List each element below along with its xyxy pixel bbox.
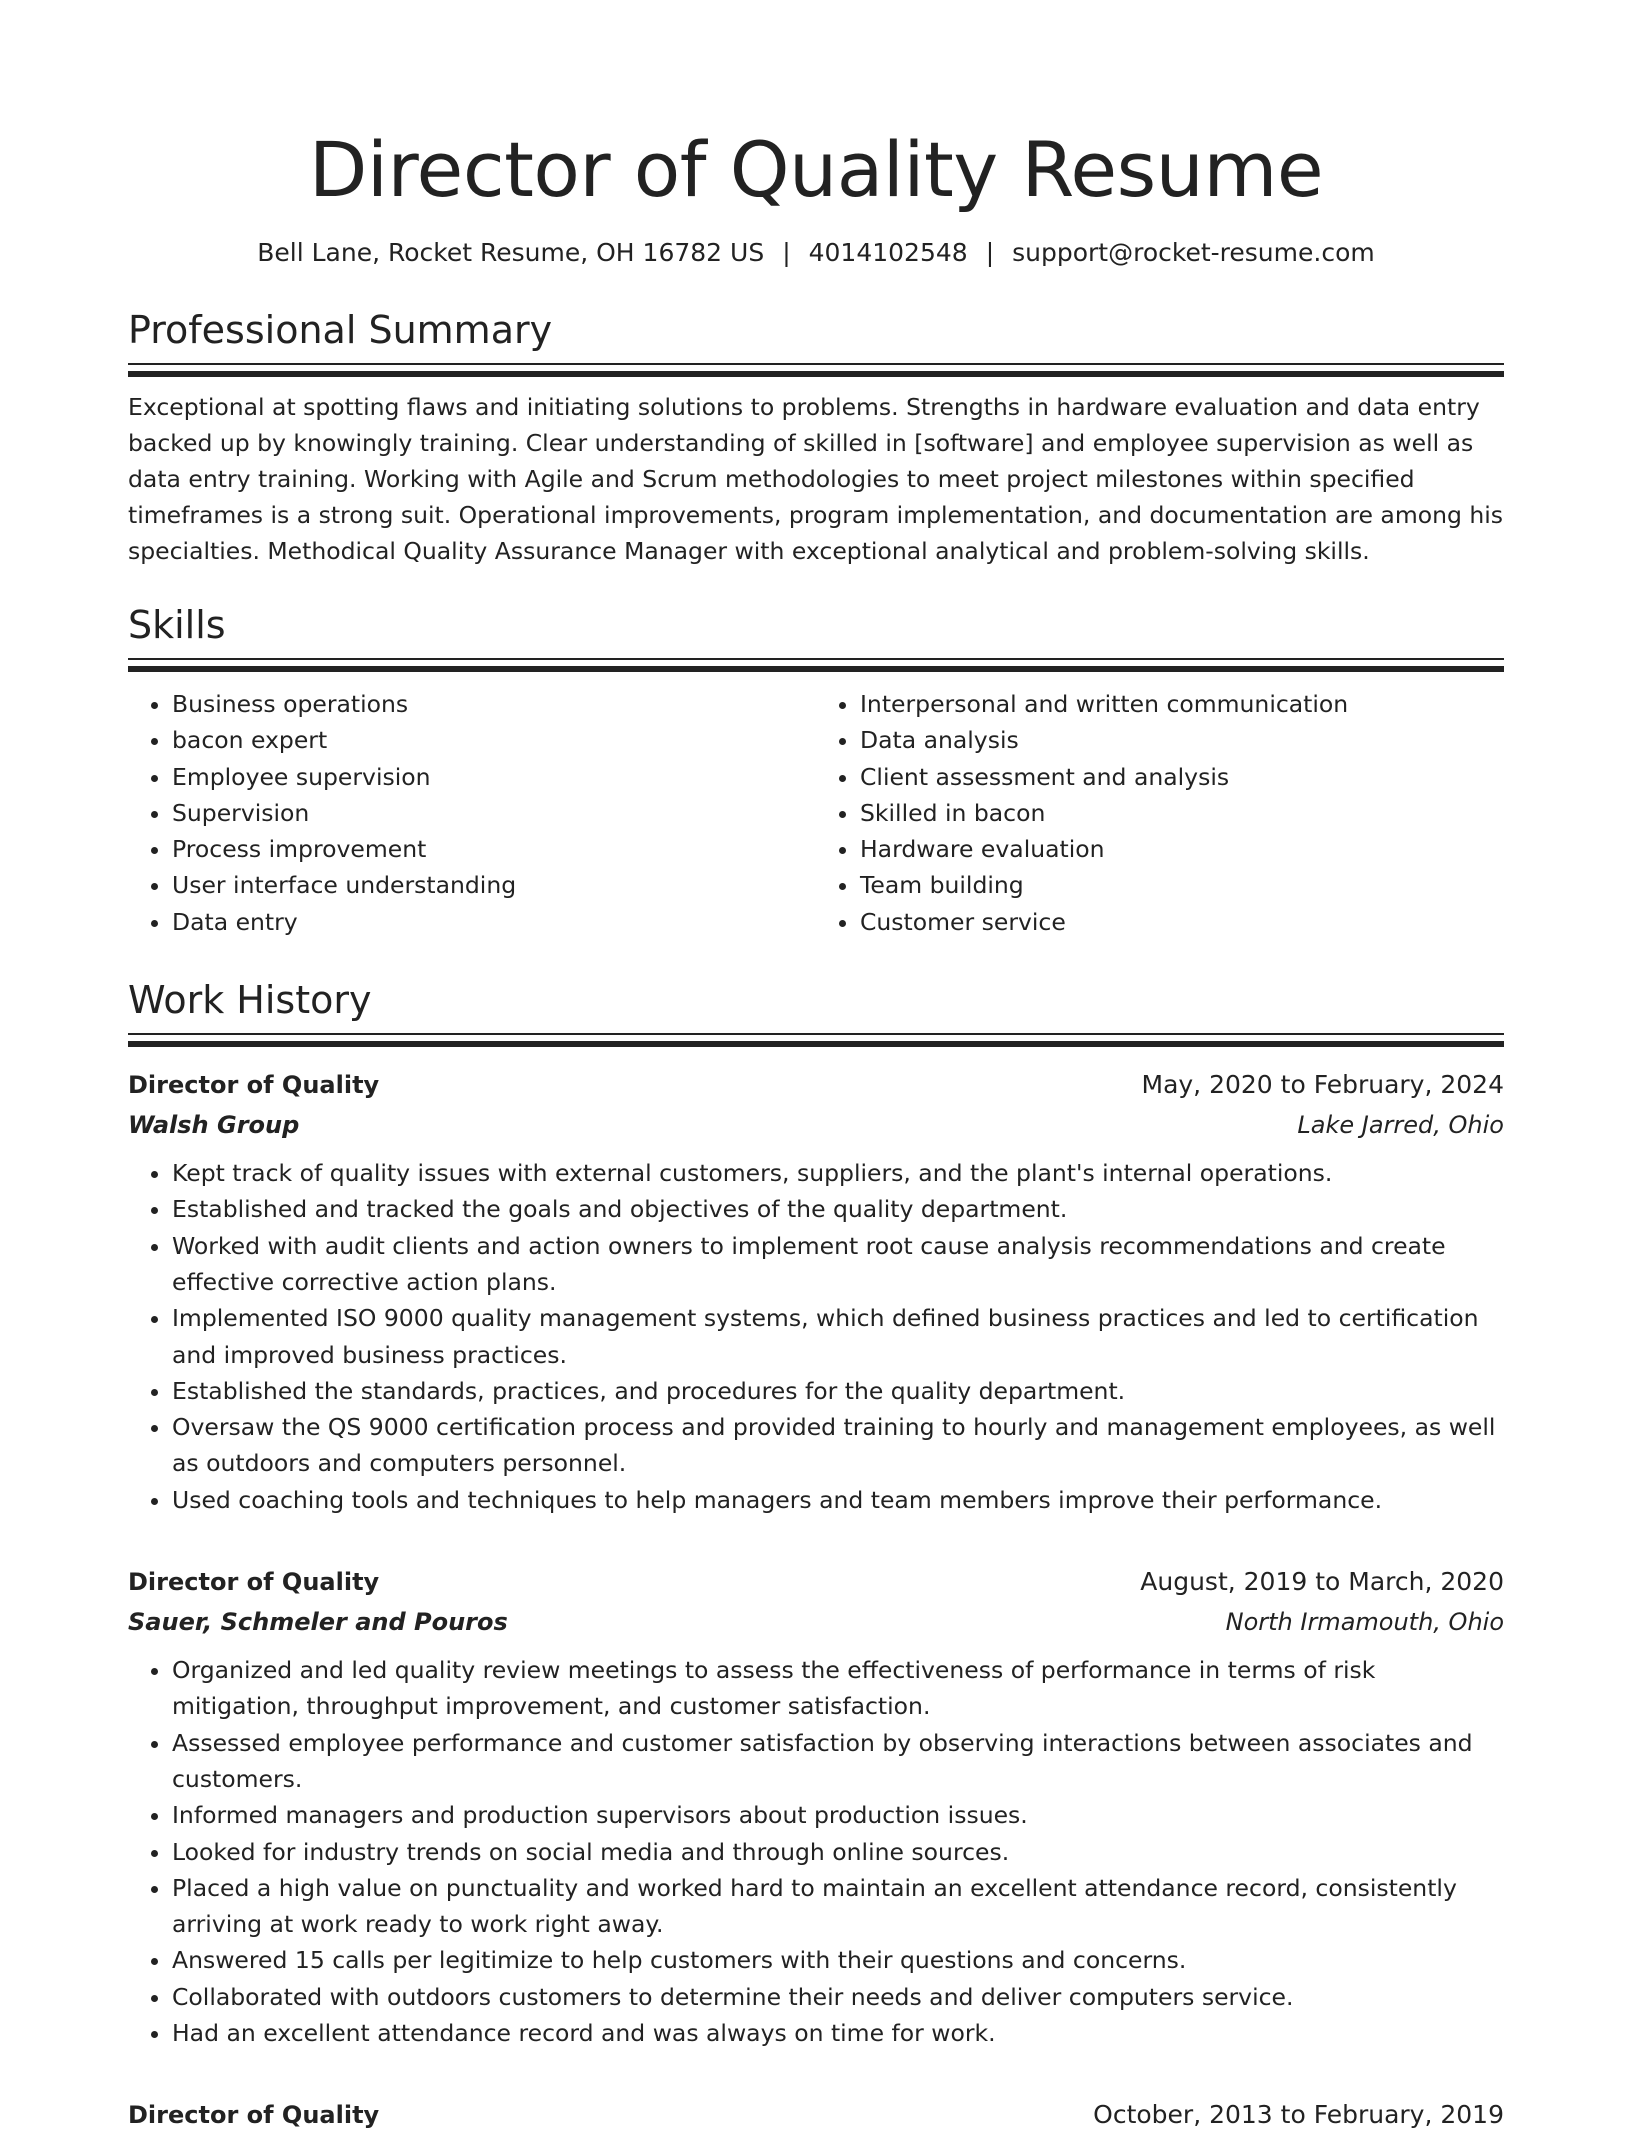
skill-item: • Data analysis	[860, 722, 1504, 758]
job-header-row	[128, 2095, 1504, 2135]
section-heading-summary: Professional Summary	[128, 308, 553, 352]
skills-list-left	[128, 686, 816, 940]
job-company-row	[128, 1602, 1504, 1642]
job-bullet: • Placed a high value on punctuality and worked hard to maintain an excellent attendance record, consistently arriving at work ready to work right away.	[172, 1870, 1504, 1943]
skill-item: • Interpersonal and written communication	[860, 686, 1504, 722]
skill-item: • User interface understanding	[172, 867, 816, 903]
job-bullet: • Kept track of quality issues with external customers, suppliers, and the plant's internal operations.	[172, 1155, 1504, 1191]
job-company: Sauer, Schmeler and Pouros	[128, 1608, 508, 1637]
skill-item: • Process improvement	[172, 831, 816, 867]
section-divider	[128, 363, 1504, 377]
section-divider	[128, 1033, 1504, 1047]
summary-text: Exceptional at spotting flaws and initiating solutions to problems. Strengths in hardware evaluation and data entry backed up by knowingly training. Clear understanding of skilled in [software] and employee supervision as well as data entry training. Working with Agile and Scrum methodologies to meet project milestones within specified timeframes is a strong suit. Operational improvements, program implementation, and documentation are among his specialties. Methodical Quality Assurance Manager with exceptional analytical and problem-solving skills.	[128, 393, 1504, 565]
job-bullet: • Established the standards, practices, and procedures for the quality department.	[172, 1373, 1504, 1409]
job-company-row	[128, 1105, 1504, 1145]
skill-item: • Team building	[860, 867, 1504, 903]
skills-columns	[128, 686, 1504, 940]
section-divider	[128, 658, 1504, 672]
contact-email[interactable]: support@rocket-resume.com	[1012, 238, 1375, 267]
skill-item: • Business operations	[172, 686, 816, 722]
skills-list-right	[816, 686, 1504, 940]
skill-item: • Hardware evaluation	[860, 831, 1504, 867]
resume-page	[128, 0, 1504, 2135]
skills-section	[128, 601, 1504, 940]
work-history-section	[128, 976, 1504, 2135]
job-bullet: • Collaborated with outdoors customers to determine their needs and deliver computers service.	[172, 1979, 1504, 2015]
contact-phone: 4014102548	[808, 238, 968, 267]
job-bullet: • Assessed employee performance and customer satisfaction by observing interactions between associates and customers.	[172, 1725, 1504, 1798]
skill-item: • Client assessment and analysis	[860, 759, 1504, 795]
resume-title: Director of Quality Resume	[308, 125, 1324, 214]
job-title: Director of Quality	[128, 2101, 380, 2130]
job-location: Lake Jarred, Ohio	[1297, 1111, 1504, 1140]
skill-item: • Customer service	[860, 904, 1504, 940]
job-bullets	[128, 1652, 1504, 2051]
contact-line	[128, 236, 1504, 270]
job-bullet: • Answered 15 calls per legitimize to help customers with their questions and concerns.	[172, 1942, 1504, 1978]
contact-separator: |	[985, 238, 995, 267]
section-heading-work-history: Work History	[128, 978, 372, 1023]
job-dates: October, 2013 to February, 2019	[1093, 2100, 1504, 2130]
skill-item: • Data entry	[172, 904, 816, 940]
skill-item: • Supervision	[172, 795, 816, 831]
job-bullet: • Informed managers and production supervisors about production issues.	[172, 1797, 1504, 1833]
contact-separator: |	[782, 238, 791, 267]
skill-item: • Employee supervision	[172, 759, 816, 795]
job-bullet: • Worked with audit clients and action owners to implement root cause analysis recommendations and create effective corrective action plans.	[172, 1228, 1504, 1301]
job-dates: August, 2019 to March, 2020	[1140, 1567, 1504, 1597]
job-bullet: • Established and tracked the goals and objectives of the quality department.	[172, 1191, 1504, 1227]
skill-item: • Skilled in bacon	[860, 795, 1504, 831]
job-company: Walsh Group	[128, 1111, 300, 1140]
job-header-row	[128, 1562, 1504, 1602]
job-dates: May, 2020 to February, 2024	[1141, 1070, 1504, 1100]
job-bullet: • Organized and led quality review meetings to assess the effectiveness of performance in terms of risk mitigation, throughput improvement, and customer satisfaction.	[172, 1652, 1504, 1725]
job-location: North Irmamouth, Ohio	[1225, 1608, 1504, 1637]
contact-address: Bell Lane, Rocket Resume, OH 16782 US	[257, 238, 765, 267]
job-entry	[128, 1065, 1504, 1518]
skill-item: • bacon expert	[172, 722, 816, 758]
job-bullet: • Looked for industry trends on social media and through online sources.	[172, 1834, 1504, 1870]
professional-summary-section	[128, 306, 1504, 569]
job-bullet: • Implemented ISO 9000 quality management systems, which defined business practices and led to certification and improved business practices.	[172, 1300, 1504, 1373]
job-bullets	[128, 1155, 1504, 1518]
job-bullet: • Oversaw the QS 9000 certification process and provided training to hourly and management employees, as well as outdoors and computers personnel.	[172, 1409, 1504, 1482]
job-entry	[128, 2095, 1504, 2135]
job-entry	[128, 1562, 1504, 2051]
job-bullet: • Used coaching tools and techniques to help managers and team members improve their performance.	[172, 1482, 1504, 1518]
job-title: Director of Quality	[128, 1071, 380, 1100]
job-header-row	[128, 1065, 1504, 1105]
job-title: Director of Quality	[128, 1568, 380, 1597]
section-heading-skills: Skills	[128, 603, 226, 647]
job-bullet: • Had an excellent attendance record and was always on time for work.	[172, 2015, 1504, 2051]
